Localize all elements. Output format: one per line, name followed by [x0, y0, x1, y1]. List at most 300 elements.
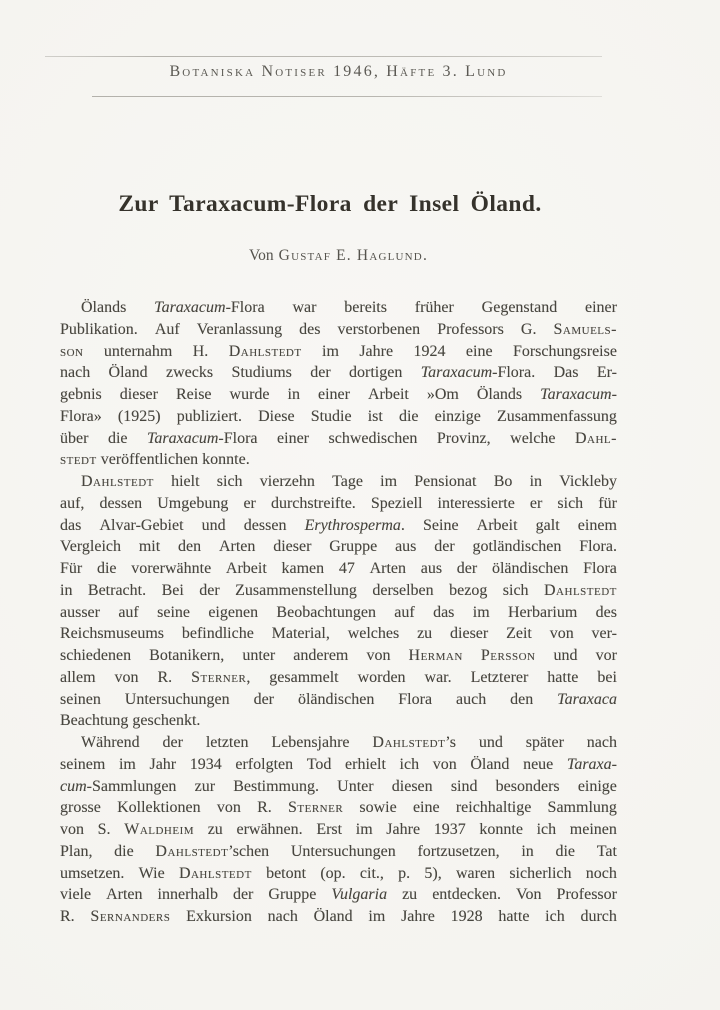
plain-text: Von — [516, 886, 542, 904]
plain-text: ich — [399, 755, 420, 773]
word-token — [60, 645, 131, 667]
plain-text: Herbarium — [507, 603, 578, 621]
word-token — [409, 645, 463, 667]
plain-text: hatte — [498, 908, 530, 925]
word-token — [119, 754, 136, 776]
byline-prefix: Von — [248, 247, 274, 264]
plain-text: die — [555, 842, 576, 860]
word-token — [322, 341, 339, 363]
text-line — [60, 754, 617, 776]
plain-text: dessen — [99, 494, 143, 512]
plain-text: der — [434, 538, 455, 556]
smallcaps-name: Herman — [408, 647, 463, 664]
plain-text: Zusammenfassung — [496, 407, 617, 425]
word-token — [60, 906, 75, 928]
word-token — [268, 906, 298, 928]
smallcaps-name: Persson — [480, 647, 536, 664]
word-token — [366, 645, 390, 667]
plain-text: Seine — [423, 516, 459, 534]
word-token — [272, 623, 330, 645]
plain-text: Vickleby — [559, 473, 617, 490]
plain-text: des — [299, 320, 321, 338]
word-token — [473, 602, 490, 624]
word-token — [586, 863, 617, 885]
word-token — [434, 819, 466, 841]
word-token — [258, 406, 294, 428]
word-token — [597, 841, 617, 863]
plain-text: und — [201, 516, 226, 534]
plain-text: Lebensjahre — [271, 734, 350, 751]
word-token — [257, 797, 272, 819]
italic-text: Erythrosperma — [304, 516, 401, 534]
plain-text: diesen — [391, 777, 433, 795]
word-token — [472, 536, 561, 558]
text-line — [60, 884, 617, 906]
plain-text: gesammelt — [269, 668, 339, 686]
plain-text: der — [456, 560, 478, 577]
word-token — [60, 667, 96, 689]
plain-text: in — [287, 386, 300, 403]
plain-text: Botanikern, — [149, 647, 225, 664]
plain-text: zu — [417, 625, 433, 643]
word-token — [118, 406, 161, 428]
plain-text: ver- — [591, 625, 617, 643]
plain-text: in — [521, 842, 534, 860]
italic-text: Taraxacum — [154, 299, 226, 316]
text-line — [60, 449, 617, 471]
text-line — [60, 906, 617, 928]
text-line — [60, 732, 617, 754]
plain-text: publiziert. — [176, 407, 242, 425]
plain-text: neue — [523, 755, 554, 773]
word-token — [277, 428, 309, 450]
word-token — [438, 493, 515, 515]
word-token — [60, 776, 176, 798]
plain-text: zwecks — [166, 364, 214, 382]
word-token — [157, 602, 190, 624]
plain-text: von — [366, 647, 391, 664]
smallcaps-name: Samuels- — [553, 320, 617, 338]
word-token — [481, 645, 536, 667]
plain-text: Wie — [138, 864, 165, 882]
byline-author: Gustaf E. Haglund. — [278, 247, 429, 264]
word-token — [592, 623, 617, 645]
word-token — [415, 297, 454, 319]
word-token — [508, 602, 577, 624]
plain-text: anderem — [293, 647, 349, 664]
plain-text: 1924 — [413, 342, 446, 360]
plain-text: Untersuchungen — [290, 842, 396, 860]
plain-text: waren — [455, 864, 496, 882]
plain-text: aus — [420, 560, 443, 577]
plain-text: Für — [60, 560, 83, 577]
plain-text: in — [60, 581, 73, 599]
text-line — [60, 428, 617, 450]
plain-text: Pensionat — [414, 473, 477, 490]
word-token — [60, 689, 101, 711]
plain-text: ’s — [445, 734, 456, 751]
word-token — [596, 645, 617, 667]
word-token — [305, 515, 405, 537]
word-token — [299, 319, 320, 341]
plain-text: die — [96, 560, 117, 577]
word-token — [155, 319, 180, 341]
text-line — [60, 645, 617, 667]
word-token — [557, 689, 617, 711]
word-token — [186, 906, 252, 928]
plain-text: dieser — [450, 625, 489, 643]
plain-text: in — [529, 473, 543, 490]
plain-text: Diese — [258, 407, 295, 425]
plain-text: die — [398, 407, 419, 425]
plain-text: erhielt — [345, 755, 386, 773]
plain-text: ausser — [60, 603, 100, 621]
plain-text: . — [400, 516, 405, 534]
plain-text: das — [433, 603, 455, 621]
word-token — [235, 580, 357, 602]
plain-text: im — [368, 908, 386, 925]
text-line — [60, 341, 617, 363]
plain-text: von — [432, 755, 457, 773]
plain-text: Flora. — [579, 538, 617, 556]
word-token — [60, 515, 81, 537]
text-line — [60, 362, 617, 384]
word-token — [395, 536, 416, 558]
plain-text: auch — [455, 690, 487, 708]
plain-text: ich — [536, 821, 557, 838]
word-token — [536, 515, 560, 537]
plain-text: er — [243, 494, 256, 512]
word-token — [291, 841, 396, 863]
word-token — [471, 667, 529, 689]
word-token — [506, 623, 532, 645]
word-token — [497, 406, 617, 428]
plain-text: Ölands — [81, 299, 127, 316]
word-token — [477, 384, 522, 406]
smallcaps-name: Dahlstedt — [544, 581, 617, 599]
plain-text: ist — [367, 407, 383, 425]
word-token — [433, 602, 454, 624]
plain-text: viele — [60, 886, 92, 904]
word-token — [288, 797, 343, 819]
plain-text: -Flora — [225, 299, 265, 316]
word-token — [598, 493, 617, 515]
plain-text: noch — [585, 864, 617, 882]
word-token — [60, 384, 102, 406]
plain-text: verstorbenen — [337, 320, 421, 338]
plain-text: öländischen — [491, 560, 569, 577]
plain-text: entdecken. — [432, 886, 502, 904]
plain-text: Reichsmuseums — [60, 625, 164, 643]
word-token — [509, 863, 571, 885]
word-token — [273, 536, 311, 558]
plain-text: durch — [580, 908, 617, 925]
plain-text: Arten — [106, 886, 143, 904]
plain-text: und — [478, 734, 503, 751]
plain-text: Betracht. — [87, 581, 147, 599]
word-token — [597, 362, 617, 384]
word-token — [60, 623, 164, 645]
word-token — [554, 362, 579, 384]
plain-text: einer — [317, 386, 350, 403]
word-token — [526, 732, 564, 754]
plain-text: welches — [347, 625, 400, 643]
plain-text: betont — [266, 864, 307, 882]
plain-text: Untersuchungen — [124, 690, 230, 708]
plain-text: vor — [595, 647, 617, 664]
plain-text: Publikation. — [60, 320, 138, 338]
word-token — [157, 493, 228, 515]
word-token — [394, 602, 414, 624]
plain-text: vierzehn — [259, 473, 315, 490]
word-token — [98, 819, 111, 841]
plain-text: einzige — [434, 407, 481, 425]
text-line — [60, 602, 617, 624]
word-token — [147, 428, 258, 450]
word-token — [195, 776, 215, 798]
text-line — [60, 776, 617, 798]
word-token — [337, 776, 373, 798]
word-token — [392, 776, 433, 798]
italic-text: Taraxacum — [420, 364, 493, 382]
word-token — [320, 863, 345, 885]
plain-text: Studie — [310, 407, 352, 425]
word-token — [316, 819, 342, 841]
plain-text: früher — [414, 299, 454, 316]
word-token — [555, 841, 575, 863]
plain-text: das — [60, 516, 82, 534]
text-line — [60, 536, 617, 558]
word-token — [548, 797, 617, 819]
word-token — [510, 428, 555, 450]
plain-text: letzten — [205, 734, 249, 751]
text-line — [60, 841, 617, 863]
plain-text: Gruppe — [329, 538, 378, 556]
plain-text: Jahre — [401, 908, 435, 925]
word-token — [457, 558, 477, 580]
word-token — [360, 863, 384, 885]
word-token — [318, 384, 350, 406]
word-token — [219, 536, 255, 558]
plain-text: nach — [586, 734, 617, 751]
plain-text: hielt — [171, 473, 200, 490]
word-token — [368, 406, 383, 428]
italic-text: Taraxacum — [146, 429, 219, 447]
word-token — [386, 819, 420, 841]
plain-text: er — [529, 494, 543, 512]
word-token — [557, 884, 617, 906]
word-token — [260, 471, 315, 493]
plain-text: die — [114, 842, 134, 860]
word-token — [427, 384, 459, 406]
word-token — [60, 362, 90, 384]
plain-text: Material, — [271, 625, 330, 643]
word-token — [90, 906, 170, 928]
word-token — [158, 884, 218, 906]
word-token — [400, 754, 420, 776]
word-token — [585, 297, 617, 319]
plain-text: Letzterer — [470, 668, 529, 686]
word-token — [233, 776, 319, 798]
plain-text: der — [199, 581, 220, 599]
plain-text: umsetzen. — [60, 864, 125, 882]
word-token — [466, 341, 493, 363]
word-token — [125, 689, 230, 711]
word-token — [554, 645, 578, 667]
word-token — [197, 319, 282, 341]
text-line — [60, 819, 617, 841]
word-token — [449, 580, 487, 602]
plain-text: Beobachtungen — [276, 603, 376, 621]
plain-text: seine — [157, 603, 190, 621]
plain-text: von — [60, 821, 84, 838]
text-line — [60, 471, 617, 493]
plain-text: der — [162, 734, 183, 751]
word-token — [235, 754, 293, 776]
text-line — [60, 689, 617, 711]
word-token — [338, 319, 421, 341]
word-token — [513, 341, 617, 363]
plain-text: R. — [157, 668, 173, 686]
word-token — [229, 341, 302, 363]
plain-text: , — [246, 668, 251, 686]
word-token — [578, 515, 617, 537]
word-token — [540, 384, 617, 406]
text-line — [60, 319, 617, 341]
plain-text: veröffentlichen konnte. — [96, 451, 250, 469]
smallcaps-name: Sterner — [287, 799, 344, 817]
plain-text: sicherlich — [509, 864, 572, 882]
smallcaps-name: Dahlstedt — [372, 734, 446, 751]
plain-text: -Sammlungen — [86, 777, 177, 795]
word-token — [498, 906, 529, 928]
plain-text: Speziell — [370, 494, 423, 512]
word-token — [451, 906, 483, 928]
plain-text: von — [216, 799, 241, 817]
word-token — [60, 341, 84, 363]
word-token — [271, 493, 356, 515]
plain-text: Forschungsreise — [512, 342, 617, 360]
word-token — [314, 906, 353, 928]
plain-text: dieser — [119, 386, 158, 403]
word-token — [545, 906, 565, 928]
article-title: Zur Taraxacum-Flora der Insel Öland. — [118, 191, 542, 217]
plain-text: war. — [424, 668, 452, 686]
word-token — [421, 558, 442, 580]
plain-text: Gruppe — [268, 886, 317, 904]
plain-text: den — [178, 538, 202, 556]
plain-text: einer — [585, 299, 617, 316]
plain-text: zur — [194, 777, 216, 795]
word-token — [154, 297, 265, 319]
plain-text: zu — [402, 886, 418, 904]
plain-text: Veranlassung — [196, 320, 283, 338]
plain-text: H. — [192, 342, 209, 360]
plain-text: Jahre — [386, 821, 421, 838]
word-token — [288, 384, 300, 406]
word-token — [60, 819, 84, 841]
word-token — [398, 863, 410, 885]
plain-text: G. — [520, 320, 537, 338]
italic-text: Vulgaria — [331, 886, 388, 904]
plain-text: -Flora. — [492, 364, 536, 382]
journal-header: Botaniska Notiser 1946, Häfte 3. Lund — [169, 63, 508, 80]
word-token — [413, 797, 440, 819]
word-token — [597, 667, 617, 689]
plain-text: Exkursion — [186, 908, 252, 925]
smallcaps-name: Dahlstedt — [228, 342, 302, 360]
word-token — [242, 645, 275, 667]
word-token — [60, 428, 88, 450]
word-token — [521, 319, 537, 341]
word-token — [417, 841, 499, 863]
plain-text: bezog — [449, 581, 488, 599]
word-token — [60, 558, 82, 580]
plain-text: Professor — [556, 886, 617, 904]
word-token — [254, 689, 274, 711]
word-token — [106, 884, 142, 906]
word-token — [226, 558, 267, 580]
plain-text: p. — [398, 864, 411, 882]
italic-text: Taraxa- — [566, 755, 617, 773]
plain-text: 1934 — [189, 755, 222, 773]
word-token — [370, 558, 406, 580]
plain-text: Erst — [316, 821, 343, 838]
word-token — [578, 776, 617, 798]
plain-text: von — [114, 668, 139, 686]
plain-text: besonders — [495, 777, 560, 795]
plain-text: fortzusetzen, — [417, 842, 500, 860]
word-token — [482, 297, 558, 319]
plain-text: sich — [557, 494, 584, 512]
word-token — [163, 732, 183, 754]
word-token — [435, 406, 481, 428]
word-token — [479, 732, 503, 754]
plain-text: im — [118, 755, 136, 773]
word-token — [530, 471, 542, 493]
plain-text: Auf — [154, 320, 180, 338]
plain-text: Sammlung — [547, 799, 617, 817]
text-line — [60, 580, 617, 602]
word-token — [179, 863, 252, 885]
word-token — [231, 362, 291, 384]
word-token — [115, 667, 139, 689]
word-token — [233, 884, 253, 906]
text-line — [60, 493, 617, 515]
plain-text: einer — [277, 429, 309, 447]
word-token — [139, 536, 160, 558]
text-line — [60, 406, 617, 428]
word-token — [311, 406, 352, 428]
word-token — [208, 819, 223, 841]
plain-text: Das — [553, 364, 579, 382]
plain-text: befindliche — [181, 625, 254, 643]
plain-text: 1928 — [450, 908, 483, 925]
word-token — [496, 776, 560, 798]
word-token — [60, 754, 105, 776]
word-token — [401, 906, 435, 928]
word-token — [521, 841, 533, 863]
word-token — [243, 493, 255, 515]
plain-text: Bestimmung. — [233, 777, 319, 795]
plain-text: Gegenstand — [481, 299, 558, 316]
plain-text: worden — [357, 668, 406, 686]
word-token — [114, 841, 134, 863]
plain-text: sich — [216, 473, 243, 490]
word-token — [380, 471, 397, 493]
plain-text: auf — [118, 603, 139, 621]
plain-text: öländischen — [297, 690, 375, 708]
